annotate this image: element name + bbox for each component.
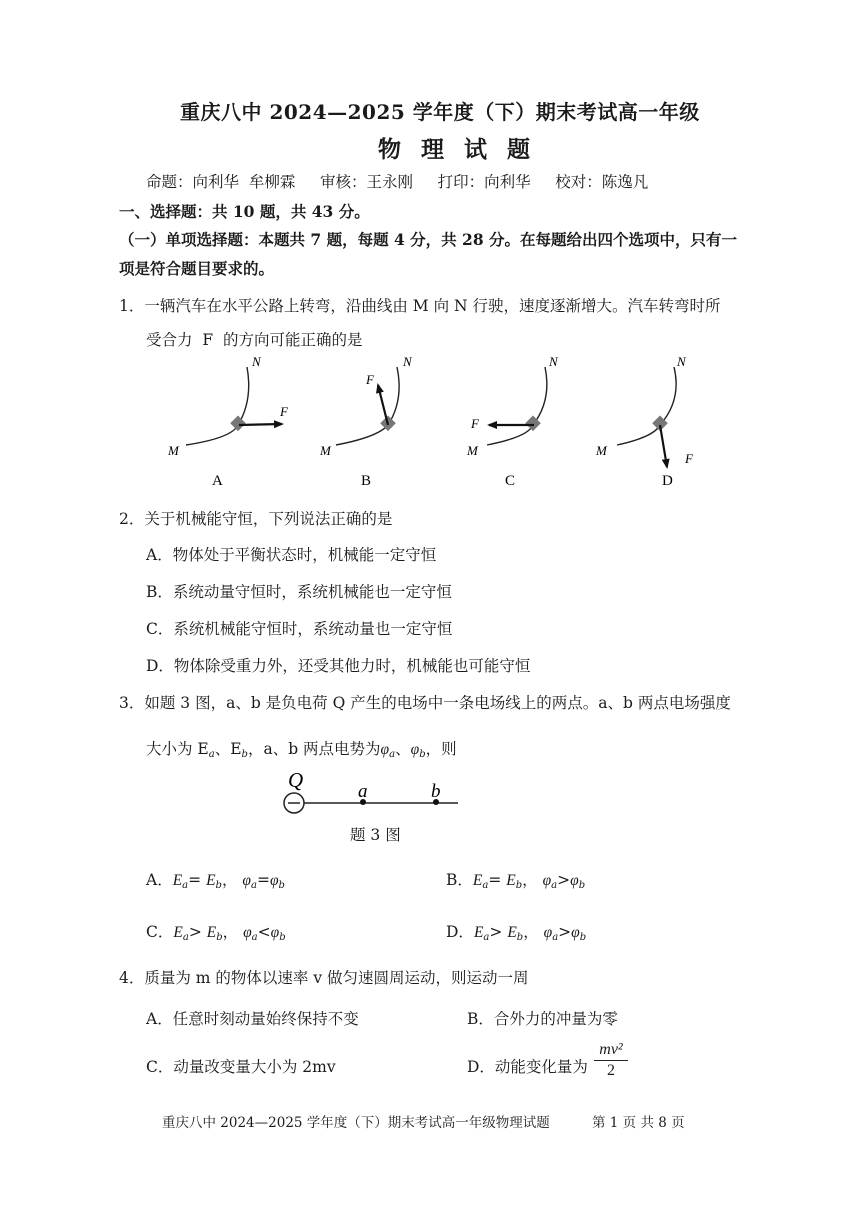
option-label-b: B xyxy=(361,473,372,489)
q3-option-a: A．$E_a= E_b$， $\varphi_a=\varphi_b$ xyxy=(146,871,285,891)
point-a-label: a xyxy=(358,781,368,802)
q4-option-d: D．动能变化量为 xyxy=(467,1058,588,1076)
force-arrow xyxy=(378,385,388,425)
section-instructions-line1: （一）单项选择题：本题共 7 题，每题 4 分，共 28 分。在每题给出四个选项中，只有一 xyxy=(119,230,738,249)
label-n: N xyxy=(549,354,558,369)
q2-stem: 2．关于机械能守恒，下列说法正确的是 xyxy=(119,510,393,528)
label-f: F xyxy=(685,451,693,466)
q2-option-d: D．物体除受重力外，还受其他力时，机械能也可能守恒 xyxy=(146,657,531,675)
q1-diagram-d xyxy=(595,354,694,489)
force-arrow xyxy=(239,424,282,425)
label-n: N xyxy=(252,354,261,369)
label-f: F xyxy=(366,372,374,387)
q3-figure xyxy=(284,768,458,813)
q1-diagram-a xyxy=(167,354,289,489)
q1-diagram-c xyxy=(466,354,559,489)
label-m: M xyxy=(168,443,179,458)
q2-option-a: A．物体处于平衡状态时，机械能一定守恒 xyxy=(146,546,437,564)
q4-option-b: B．合外力的冲量为零 xyxy=(467,1010,618,1028)
footer-title: 重庆八中 2024—2025 学年度（下）期末考试高一年级物理试题 xyxy=(162,1115,550,1131)
fraction-numerator: mv² xyxy=(594,1040,628,1061)
q1-diagram-b xyxy=(319,354,413,489)
section-instructions-line2: 项是符合题目要求的。 xyxy=(119,259,275,278)
q4-fraction xyxy=(594,1040,628,1081)
label-m: M xyxy=(467,443,478,458)
exam-subtitle: 物 理 试 题 xyxy=(378,136,537,163)
point-b-label: b xyxy=(431,781,441,802)
q4-option-a: A．任意时刻动量始终保持不变 xyxy=(146,1010,359,1028)
label-n: N xyxy=(677,354,686,369)
footer-page-number: 第 1 页 共 8 页 xyxy=(592,1115,685,1131)
force-arrow xyxy=(660,425,667,467)
q3-option-b: B．$E_a= E_b$， $\varphi_a>\varphi_b$ xyxy=(446,871,586,891)
q1-stem-line1: 1．一辆汽车在水平公路上转弯，沿曲线由 M 向 N 行驶，速度逐渐增大。汽车转弯时所 xyxy=(119,297,721,315)
label-f: F xyxy=(471,416,479,431)
q4-option-c: C．动量改变量大小为 2mv xyxy=(146,1058,336,1076)
q3-figure-caption: 题 3 图 xyxy=(350,826,401,844)
fraction-denominator: 2 xyxy=(607,1062,615,1079)
q3-option-c: C．$E_a> E_b$， $\varphi_a<\varphi_b$ xyxy=(146,923,286,943)
q2-option-b: B．系统动量守恒时，系统机械能也一定守恒 xyxy=(146,583,452,601)
label-m: M xyxy=(596,443,607,458)
section-heading: 一、选择题：共 10 题，共 43 分。 xyxy=(119,202,370,221)
charge-label: Q xyxy=(288,768,304,792)
exam-title: 重庆八中 2024—2025 学年度（下）期末考试高一年级 xyxy=(180,100,700,124)
q3-stem-line2: 大小为 $E_a$、$E_b$，a、b 两点电势为$\varphi_a$、$\varphi_b$，则 xyxy=(146,740,457,760)
option-label-a: A xyxy=(212,473,223,489)
q3-option-d: D．$E_a> E_b$， $\varphi_a>\varphi_b$ xyxy=(446,923,587,943)
exam-credits: 命题：向利华 牟柳霖 审核：王永刚 打印：向利华 校对：陈逸凡 xyxy=(146,173,649,191)
label-f: F xyxy=(280,404,288,419)
label-n: N xyxy=(403,354,412,369)
q4-stem: 4．质量为 m 的物体以速率 v 做匀速圆周运动，则运动一周 xyxy=(119,969,529,987)
q2-option-c: C．系统机械能守恒时，系统动量也一定守恒 xyxy=(146,620,453,638)
option-label-d: D xyxy=(662,473,673,489)
q3-stem-line1: 3．如题 3 图，a、b 是负电荷 Q 产生的电场中一条电场线上的两点。a、b 两点电场强度 xyxy=(119,694,731,712)
label-m: M xyxy=(320,443,331,458)
option-label-c: C xyxy=(505,473,516,489)
q1-stem-line2: 受合力 F 的方向可能正确的是 xyxy=(146,331,363,349)
